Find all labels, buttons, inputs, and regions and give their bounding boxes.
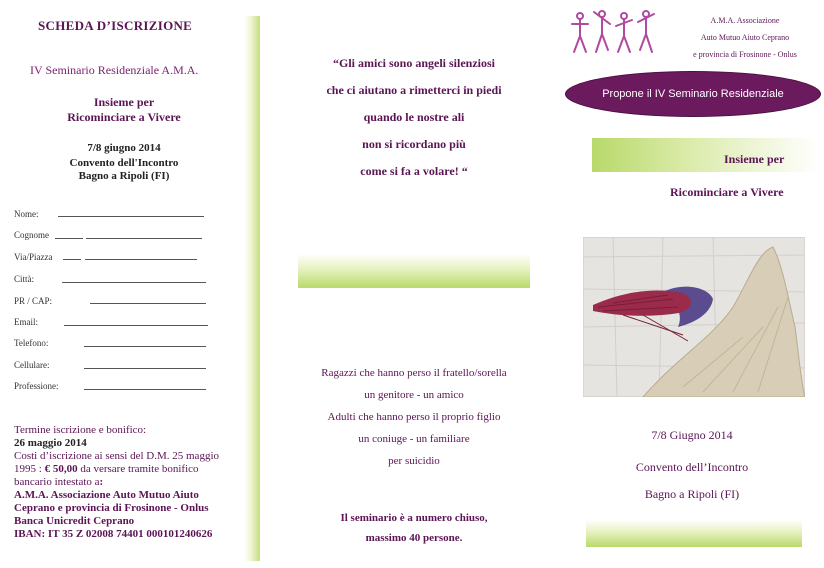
cost-line-3-prefix: bancario intestato a [14,476,100,488]
venue-line-2: Bagno a Ripoli (FI) [78,170,170,182]
quote-line-3: quando le nostre ali [363,110,465,124]
field-profession-line[interactable] [84,389,206,390]
left-panel [0,0,262,568]
closed-line-1: Il seminario è a numero chiuso, [340,512,488,524]
cost-line-2-suffix: da versare tramite bonifico [77,463,199,475]
seminar-banner [566,72,820,116]
field-phone-line[interactable] [84,346,206,347]
venue-line-1: Convento dell'Incontro [69,157,179,169]
event-date: 7/8 giugno 2014 [87,142,161,154]
quote-line-4: non si ricordano più [362,137,466,151]
middle-panel [290,0,538,568]
seminar-name: IV Seminario Residenziale A.M.A. [30,63,199,77]
cost-line-1: Costi d’iscrizione ai sensi del D.M. 25 maggio [14,450,219,462]
right-venue-line-1: Convento dell’Incontro [635,460,749,474]
right-venue-line-2: Bagno a Ripoli (FI) [644,487,740,501]
beneficiary-line-1: A.M.A. Associazione Auto Mutuo Aiuto [14,489,199,501]
cost-line-2 [14,463,246,476]
title-line-2: Ricominciare a Vivere [67,110,181,124]
banner-text: Propone il IV Seminario Residenziale [602,88,784,100]
field-label-street: Via/Piazza [14,252,53,262]
field-mobile-line[interactable] [84,368,206,369]
field-street-line[interactable] [63,259,81,260]
field-street-line-2[interactable] [85,259,197,260]
closed-line-2: massimo 40 persone. [365,532,463,544]
right-bottom-green-bar [586,520,802,547]
field-email-line[interactable] [64,325,208,326]
deadline-date: 26 maggio 2014 [14,437,87,449]
field-label-surname: Cognome [14,230,49,240]
org-line-1: A.M.A. Associazione [710,16,780,25]
org-line-3: e provincia di Frosinone - Onlus [693,50,797,59]
field-label-postcode: PR / CAP: [14,296,53,306]
cost-line-3 [14,476,246,489]
audience-line-3: Adulti che hanno perso il proprio figlio [327,411,501,423]
dancing-figures-logo [568,8,660,60]
audience-line-4: un coniuge - un familiare [358,433,470,445]
payment-info [14,424,246,541]
org-name [668,12,822,63]
bank-name: Banca Unicredit Ceprano [14,515,135,527]
artwork-image [583,237,805,397]
beneficiary-line-2: Ceprano e provincia di Frosinone - Onlus [14,502,209,514]
right-panel [560,0,824,568]
quote [290,50,538,185]
audience-line-5: per suicidio [388,455,440,467]
quote-line-2: che ci aiutano a rimetterci in piedi [326,83,502,97]
middle-green-bar [298,254,530,288]
deadline-label: Termine iscrizione e bonifico: [14,424,147,436]
field-city-line[interactable] [62,282,206,283]
quote-line-5: come si fa a volare! “ [360,164,468,178]
cost-line-2-prefix: 1995 : [14,463,45,475]
iban: IBAN: IT 35 Z 02008 74401 000101240626 [14,528,213,540]
right-title-line-2: Ricominciare a Vivere [670,185,784,199]
cost-amount: € 50,00 [44,463,78,475]
quote-line-1: “Gli amici sono angeli silenziosi [332,56,495,70]
closed-notice [290,508,538,548]
audience [290,362,538,472]
right-title-line-1: Insieme per [724,152,785,166]
field-label-profession: Professione: [14,381,59,391]
audience-line-1: Ragazzi che hanno perso il fratello/sorella [321,367,507,379]
field-label-phone: Telefono: [14,338,49,348]
org-line-2: Auto Mutuo Aiuto Ceprano [700,33,790,42]
audience-line-2: un genitore - un amico [364,389,464,401]
right-event-date: 7/8 Giugno 2014 [651,428,733,442]
field-surname-line[interactable] [55,238,83,239]
title-line-1: Insieme per [93,95,155,109]
field-label-mobile: Cellulare: [14,360,50,370]
field-surname-line-2[interactable] [86,238,202,239]
field-label-email: Email: [14,317,38,327]
field-label-city: Città: [14,274,34,284]
field-name-line[interactable] [58,216,204,217]
field-label-name: Nome: [14,209,39,219]
cost-line-3-colon: : [99,476,104,488]
form-heading: SCHEDA D’ISCRIZIONE [38,18,193,33]
field-postcode-line[interactable] [90,303,206,304]
